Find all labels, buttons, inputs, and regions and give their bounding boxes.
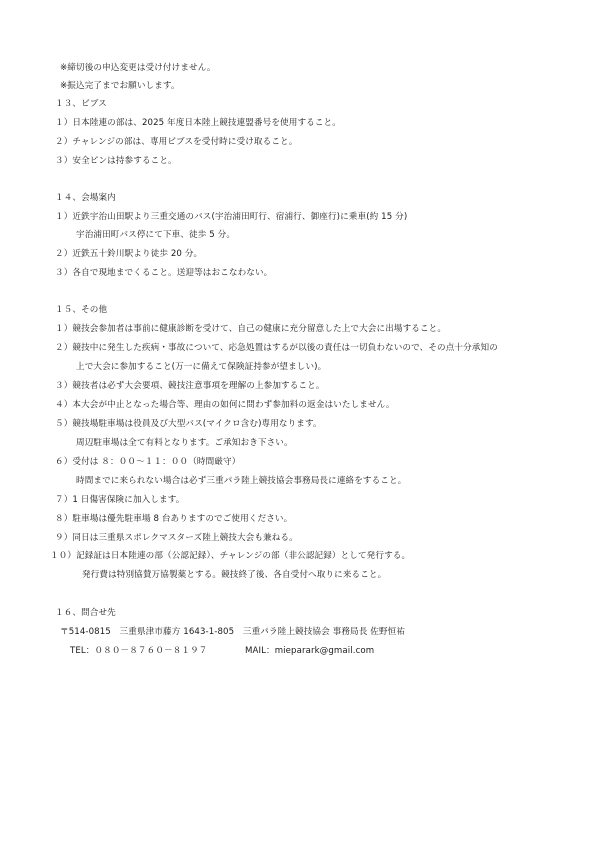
section-14-item-1-continued: 宇治浦田町バス停にて下車、徒歩 5 分。 [76,230,236,240]
section-13-item-3: ３）安全ピンは持参すること。 [55,156,177,166]
section-13-heading: １３、ビブス [55,99,107,109]
contact-mail[interactable]: MAIL：mieparark@gmail.com [245,646,375,656]
section-15-item-6-continued: 時間までに来られない場合は必ず三重パラ陸上競技協会事務局長に連絡をすること。 [76,476,407,486]
section-15-item-10-continued: 発行費は特別協賛万協製薬とする。競技終了後、各自受付へ取りに来ること。 [82,570,387,580]
section-14-item-1: １）近鉄宇治山田駅より三重交通のバス(宇治浦田町行、宿浦行、御座行)に乗車(約 15 分) [55,212,408,222]
section-15-item-5-continued: 周辺駐車場は全て有料となります。ご承知おき下さい。 [76,438,293,448]
section-15-item-6: ６）受付は ８：００～１１：００（時間厳守） [55,457,241,467]
section-13-item-2: ２）チャレンジの部は、専用ビブスを受付時に受け取ること。 [55,137,298,147]
section-15-item-9: ９）同日は三重県スポレクマスターズ陸上競技大会も兼ねる。 [55,533,298,543]
payment-note: ※振込完了までお願いします。 [60,81,180,91]
contact-tel: TEL：０８０－８７６０－８１９７ [70,646,208,656]
section-15-item-1: １）競技会参加者は事前に健康診断を受けて、自己の健康に充分留意した上で大会に出場すること。 [55,324,447,334]
section-15-item-7: ７）1 日傷害保険に加入します。 [55,495,185,505]
section-16-heading: １６、問合せ先 [55,608,116,618]
section-15-item-4: ４）本大会が中止となった場合等、理由の如何に問わず参加料の返金はいたしません。 [55,400,395,410]
section-15-item-2-continued: 上で大会に参加すること(万一に備えて保険証持参が望ましい)。 [76,362,327,372]
section-15-item-8: ８）駐車場は優先駐車場 8 台ありますのでご使用ください。 [55,514,293,524]
deadline-note: ※締切後の申込変更は受け付けません。 [60,63,216,73]
section-15-heading: １５、その他 [55,305,108,315]
section-15-item-5: ５）競技場駐車場は役員及び大型バス(マイクロ含む)専用なります。 [55,419,322,429]
section-13-item-1: １）日本陸連の部は、2025 年度日本陸上競技連盟番号を使用すること。 [55,118,341,128]
section-14-heading: １４、会場案内 [55,193,116,203]
section-14-item-2: ２）近鉄五十鈴川駅より徒歩 20 分。 [55,249,203,259]
section-15-item-3: ３）競技者は必ず大会要項、競技注意事項を理解の上参加すること。 [55,381,325,391]
section-14-item-3: ３）各自で現地までくること。送迎等はおこなわない。 [55,268,273,278]
contact-address: 〒514-0815 三重県津市藤方 1643-1-805 三重パラ陸上競技協会 事務局長 佐野恒祐 [60,627,406,637]
section-15-item-2: ２）競技中に発生した疾病・事故について、応急処置はするが以後の責任は一切負わないので、その点十分承知の [55,343,498,353]
section-15-item-10: １０）記録証は日本陸連の部（公認記録）、チャレンジの部（非公認記録）として発行する。 [50,551,411,561]
